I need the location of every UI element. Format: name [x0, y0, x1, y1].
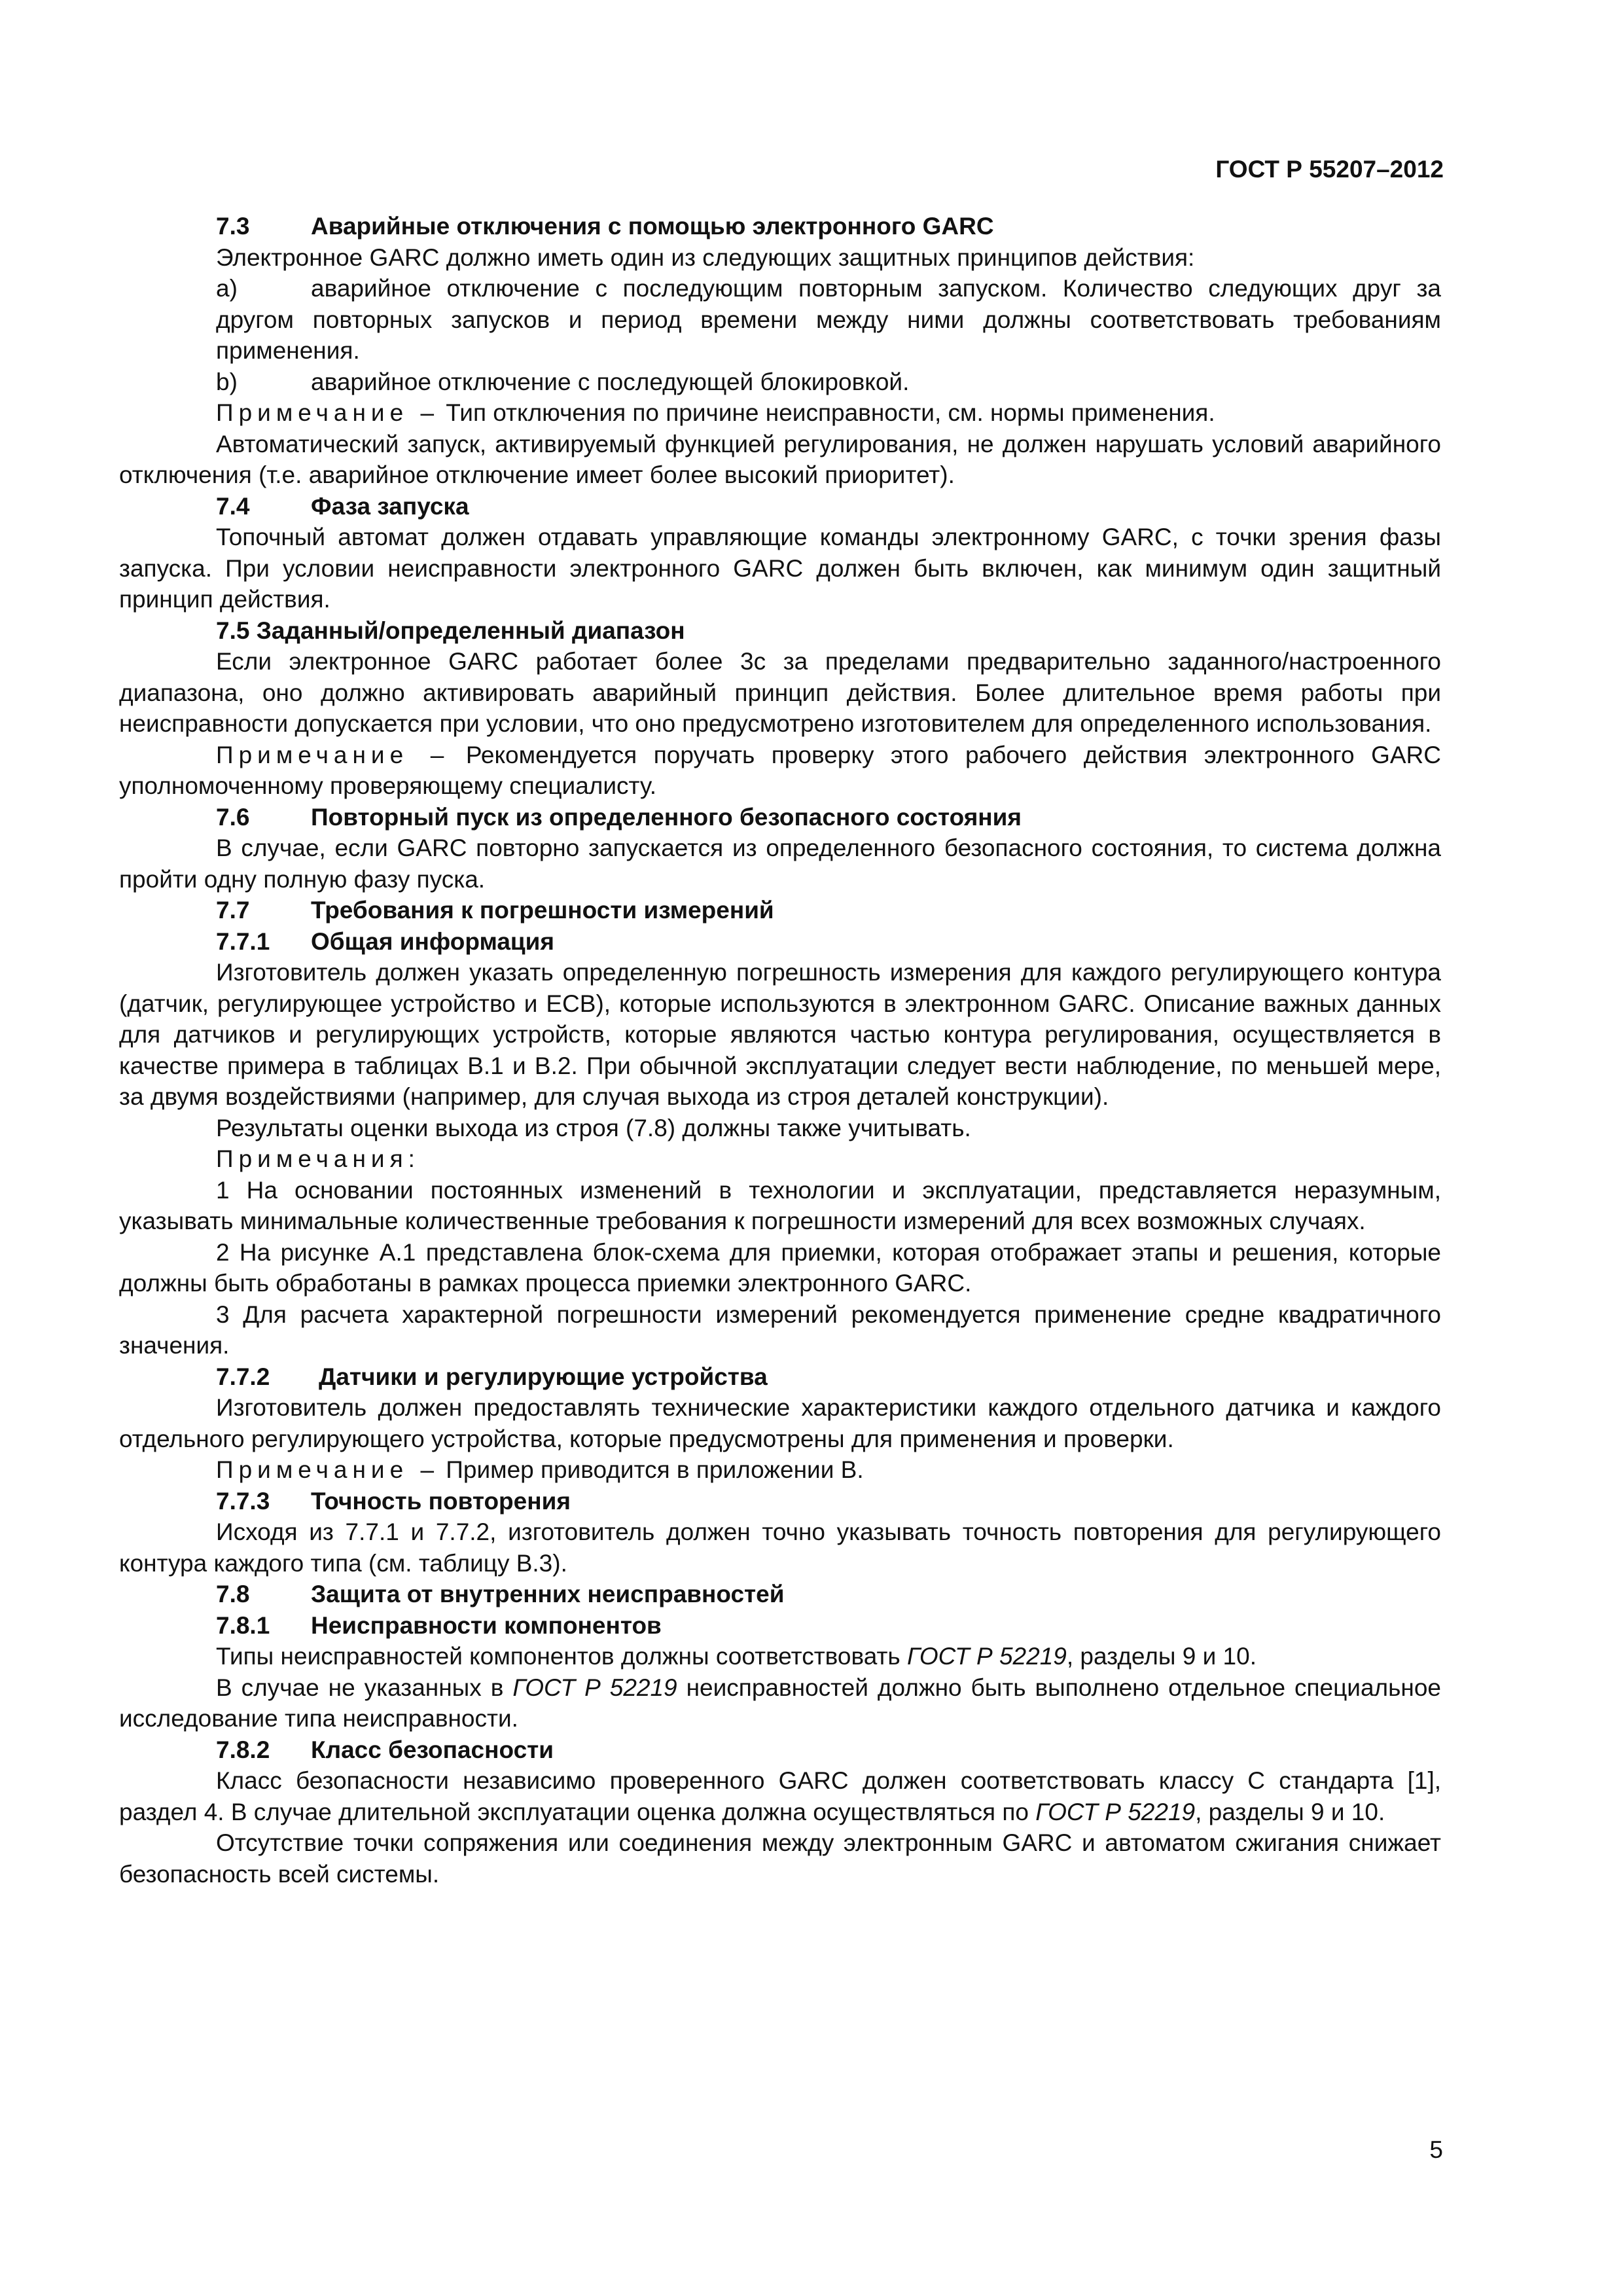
paragraph-7-3-autostart: Автоматический запуск, активируемый функцией регулирования, не должен нарушать условий аварийного отключения (т.е. аварийное отключение имеет более высокий приоритет). [119, 430, 1441, 488]
note-text: Рекомендуется поручать проверку этого рабочего действия электронного GARC уполномоченному проверяющему специалисту. [119, 741, 1441, 799]
heading-number: 7.3 [216, 213, 250, 240]
list-item-text: аварийное отключение с последующей блокировкой. [311, 368, 910, 395]
text-run: , разделы 9 и 10. [1195, 1798, 1385, 1825]
paragraph-7-7-1-main: Изготовитель должен указать определенную погрешность измерения для каждого регулирующего контура (датчик, регулирующее устройство и ECB), которые используются в электронном GARC. Описание важных данных для датчиков и регулирующих устройств, которые являются частью контура регулирования, осуществляется в качестве примера в таблицах В.1 и В.2. При обычной эксплуатации следует вести наблюдение, по меньшей мере, за двумя воздействиями (например, для случая выхода из строя деталей конструкции). [119, 959, 1441, 1110]
note-3: 3 Для расчета характерной погрешности измерений рекомендуется применение средне квадратичного значения. [119, 1300, 1441, 1359]
heading-7-7 [119, 895, 1441, 926]
heading-7-7-1 [119, 926, 1441, 958]
heading-title: Класс безопасности [311, 1736, 554, 1763]
paragraph-7-4: Топочный автомат должен отдавать управляющие команды электронному GARC, с точки зрения фазы запуска. При условии неисправности электронного GARC должен быть включен, как минимум один защитный принцип действия. [119, 524, 1441, 613]
heading-number: 7.4 [216, 492, 250, 520]
heading-7-7-2 [119, 1361, 1441, 1393]
note-label: Примечание – [216, 1456, 440, 1483]
paragraph-7-7-1-failures: Результаты оценки выхода из строя (7.8) должны также учитывать. [216, 1114, 971, 1141]
heading-number: 7.8.2 [216, 1736, 270, 1763]
heading-number: 7.8 [216, 1581, 250, 1607]
heading-title: Датчики и регулирующие устройства [319, 1363, 768, 1390]
heading-number: 7.7.2 [216, 1363, 270, 1390]
paragraph-7-8-2-class [119, 1765, 1441, 1827]
heading-7-8-2 [119, 1734, 1441, 1766]
heading-7-7-3 [119, 1486, 1441, 1517]
note-7-7-2 [119, 1454, 1441, 1486]
heading-title: Аварийные отключения с помощью электронного GARC [311, 213, 994, 240]
heading-number: 7.6 [216, 803, 250, 831]
list-marker: b) [216, 368, 238, 395]
list-item-a [119, 273, 1441, 367]
text-run: В случае не указанных в [216, 1674, 513, 1701]
note-label: Примечание – [216, 741, 450, 768]
heading-title: Защита от внутренних неисправностей [311, 1581, 785, 1607]
paragraph-7-8-2-interface: Отсутствие точки сопряжения или соединения между электронным GARC и автоматом сжигания снижает безопасность всей системы. [119, 1829, 1441, 1888]
heading-title: Фаза запуска [311, 492, 469, 520]
paragraph-7-8-1-types [119, 1641, 1441, 1672]
paragraph-7-5: Если электронное GARC работает более 3с за пределами предварительно заданного/настроенного диапазона, оно должно активировать аварийный принцип действия. Более длительное время работы при неисправности допускается при условии, что оно предусмотрено изготовителем для определенного использования. [119, 648, 1441, 737]
text-run: неисправностей должно быть выполнено отдельное специальное исследование типа неисправности. [119, 1674, 1441, 1732]
heading-7-5: 7.5 Заданный/определенный диапазон [216, 617, 685, 644]
standard-reference: ГОСТ Р 52219 [512, 1674, 677, 1701]
document-body [119, 211, 1441, 1890]
heading-number: 7.7.1 [216, 927, 270, 955]
paragraph-7-7-3: Исходя из 7.7.1 и 7.7.2, изготовитель должен точно указывать точность повторения для регулирующего контура каждого типа (см. таблицу В.3). [119, 1518, 1441, 1577]
heading-7-6 [119, 802, 1441, 833]
heading-7-4 [119, 491, 1441, 522]
standard-reference: ГОСТ Р 52219 [1035, 1798, 1196, 1825]
heading-title: Точность повторения [311, 1487, 571, 1515]
standard-reference: ГОСТ Р 52219 [906, 1643, 1067, 1670]
list-item-b [119, 367, 1441, 398]
heading-7-3 [119, 211, 1441, 242]
note-1: 1 На основании постоянных изменений в технологии и эксплуатации, представляется неразумным, указывать минимальные количественные требования к погрешности измерений для всех возможных случаях. [119, 1176, 1441, 1234]
heading-title: Общая информация [311, 927, 554, 955]
running-header-standard: ГОСТ Р 55207–2012 [1215, 156, 1444, 183]
paragraph-7-8-1-special [119, 1672, 1441, 1734]
heading-number: 7.7 [216, 897, 250, 924]
page-number: 5 [1429, 2136, 1443, 2163]
note-text: Тип отключения по причине неисправности, см. нормы применения. [439, 399, 1215, 426]
note-7-3 [119, 397, 1441, 429]
heading-number: 7.7.3 [216, 1487, 270, 1515]
heading-7-8 [119, 1579, 1441, 1610]
paragraph-7-6: В случае, если GARC повторно запускается из определенного безопасного состояния, то система должна пройти одну полную фазу пуска. [119, 834, 1441, 893]
note-text: Пример приводится в приложении В. [439, 1456, 864, 1483]
paragraph-7-3-intro: Электронное GARC должно иметь один из следующих защитных принципов действия: [216, 243, 1195, 271]
paragraph-7-7-2: Изготовитель должен предоставлять технические характеристики каждого отдельного датчика и каждого отдельного регулирующего устройства, которые предусмотрены для применения и проверки. [119, 1394, 1441, 1452]
note-7-5 [119, 740, 1441, 802]
note-label: Примечание – [216, 399, 440, 426]
text-run: Типы неисправностей компонентов должны соответствовать [216, 1643, 907, 1670]
text-run: Класс безопасности независимо проверенного GARC должен соответствовать классу С стандарта [1], раздел 4. В случае длительной эксплуатации оценка должна осуществляться по [119, 1767, 1441, 1825]
heading-title: Неисправности компонентов [311, 1611, 662, 1639]
heading-7-8-1 [119, 1610, 1441, 1641]
note-2: 2 На рисунке А.1 представлена блок-схема для приемки, которая отображает этапы и решения, которые должны быть обработаны в рамках процесса приемки электронного GARC. [119, 1238, 1441, 1297]
notes-label-7-7-1 [119, 1143, 1441, 1175]
notes-label: Примечания: [216, 1145, 420, 1172]
heading-number: 7.8.1 [216, 1611, 270, 1639]
heading-title: Повторный пуск из определенного безопасного состояния [311, 803, 1022, 831]
list-item-text: аварийное отключение с последующим повторным запуском. Количество следующих друг за другом повторных запусков и период времени между ними должны соответствовать требованиям применения. [216, 275, 1441, 364]
text-run: , разделы 9 и 10. [1066, 1643, 1257, 1670]
list-marker: a) [216, 275, 238, 302]
heading-title: Требования к погрешности измерений [311, 897, 774, 924]
